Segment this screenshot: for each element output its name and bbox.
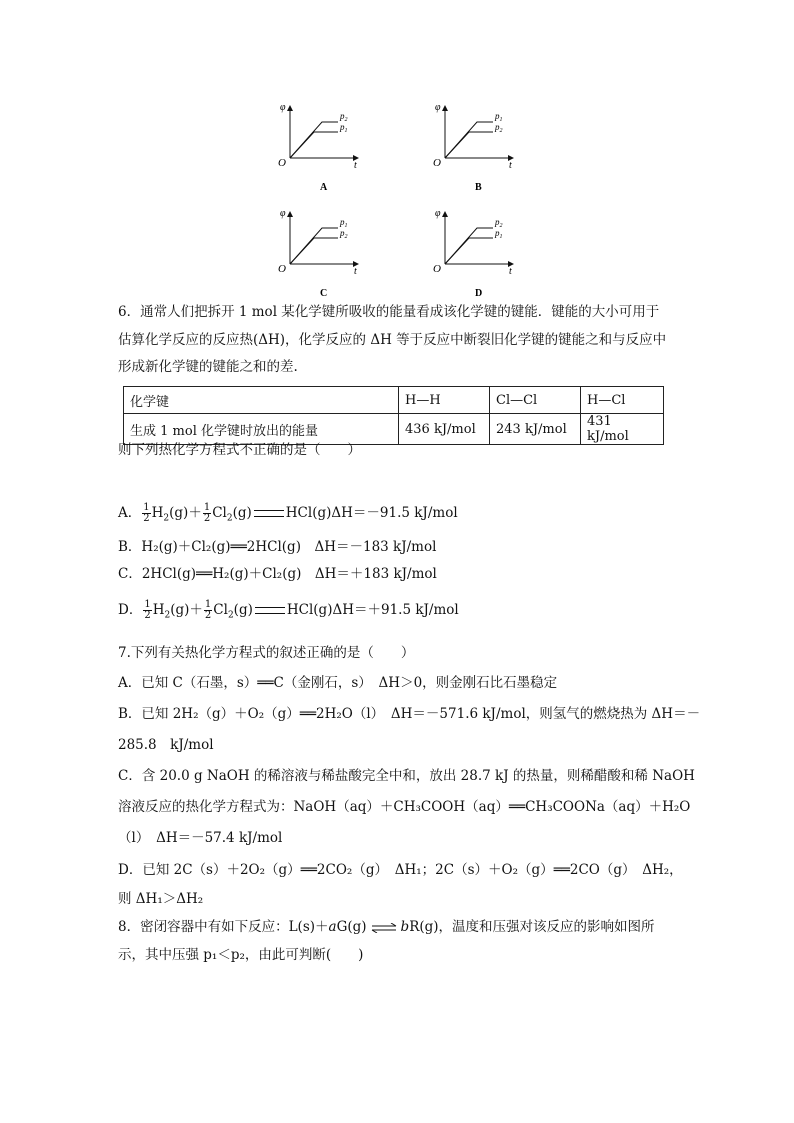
curve-upper: [290, 228, 338, 264]
table-cell: 生成 1 mol 化学键时放出的能量: [124, 414, 399, 445]
q8-line1: 8．密闭容器中有如下反应：L(s)＋aG(g) bR(g)，温度和压强对该反应的影响如图所: [118, 919, 655, 935]
lower-curve-label: $p_2$: [340, 228, 348, 240]
q6-option-b: B．H₂(g)＋Cl₂(g)══2HCl(g) ΔH＝－183 kJ/mol: [118, 539, 437, 555]
table-cell: 243 kJ/mol: [490, 414, 581, 445]
q7-option-b-line1: B．已知 2H₂（g）＋O₂（g）══2H₂O（l） ΔH＝－571.6 kJ/mol，则氢气的燃烧热为 ΔH＝－: [118, 706, 701, 722]
graph-d: [433, 208, 513, 299]
table-cell: Cl—Cl: [490, 387, 581, 414]
graph-letter: B: [475, 182, 482, 193]
q7-option-d-line2: 则 ΔH₁＞ΔH₂: [118, 891, 204, 907]
q7-option-d-line1: D．已知 2C（s）＋2O₂（g）══2CO₂（g） ΔH₁；2C（s）＋O₂（g）══2CO（g） ΔH₂，: [118, 862, 683, 878]
graph-a: [278, 102, 358, 193]
table-cell: 431 kJ/mol: [581, 414, 664, 445]
curve-lower: [290, 238, 338, 264]
q7-option-c-line3: （l） ΔH＝－57.4 kJ/mol: [118, 830, 283, 846]
origin-label: O: [278, 263, 286, 275]
upper-curve-label: $p_1$: [340, 217, 348, 229]
reversible-arrow-icon: [371, 923, 397, 933]
table-cell: 436 kJ/mol: [399, 414, 490, 445]
y-axis-label: φ: [280, 208, 286, 219]
table-cell: 化学键: [124, 387, 399, 414]
origin-label: O: [433, 157, 441, 169]
graph-letter: D: [475, 288, 483, 299]
q8-line2: 示，其中压强 p₁＜p₂，由此可判断( ): [118, 947, 364, 963]
q6-option-a: A． $\frac{1}{2}$ $H_2(g)+$ $\frac{1}{2}$ $Cl_2(g)$ HCl(g)ΔH＝－91.5 kJ/mol: [118, 502, 458, 524]
fraction-half: $\frac{1}{2}$: [143, 502, 150, 524]
x-axis-label: t: [509, 160, 512, 171]
lower-curve-label: $p_1$: [340, 122, 348, 134]
curve-upper: [445, 228, 493, 264]
fraction-half: $\frac{1}{2}$: [203, 502, 211, 524]
q6-option-d: D． $\frac{1}{2}$ $H_2(g)+$ $\frac{1}{2}$ $Cl_2(g)$ HCl(g)ΔH＝＋91.5 kJ/mol: [118, 599, 459, 621]
bond-energy-table: [123, 386, 664, 445]
equals-sign: [255, 607, 285, 614]
graph-b: [433, 102, 513, 193]
q7-option-c-line1: C．含 20.0 g NaOH 的稀溶液与稀盐酸完全中和，放出 28.7 kJ 的热量，则稀醋酸和稀 NaOH: [118, 768, 695, 784]
q6-stem: 则下列热化学方程式不正确的是（ ）: [118, 442, 361, 458]
table-header-row: [124, 387, 664, 414]
q6-line3: 形成新化学键的键能之和的差.: [118, 359, 298, 375]
graph-letter: C: [320, 288, 328, 299]
curve-lower: [445, 132, 493, 158]
curve-lower: [290, 132, 338, 158]
upper-curve-label: $p_2$: [495, 217, 503, 229]
upper-curve-label: $p_1$: [495, 111, 503, 123]
q7-option-b-line2: 285.8 kJ/mol: [118, 737, 214, 753]
q6-line2: 估算化学反应的反应热(ΔH)，化学反应的 ΔH 等于反应中断裂旧化学键的键能之和与反应中: [118, 332, 667, 348]
curve-upper: [290, 122, 338, 158]
lower-curve-label: $p_2$: [495, 122, 503, 134]
origin-label: O: [278, 157, 286, 169]
fraction-half: $\frac{1}{2}$: [204, 599, 212, 621]
curve-lower: [445, 238, 493, 264]
upper-curve-label: $p_2$: [340, 111, 348, 123]
q7-stem: 7.下列有关热化学方程式的叙述正确的是（ ）: [118, 645, 415, 661]
curve-upper: [445, 122, 493, 158]
x-axis-label: t: [354, 160, 357, 171]
table-cell: H—H: [399, 387, 490, 414]
y-axis-label: φ: [280, 102, 286, 113]
fraction-half: $\frac{1}{2}$: [144, 599, 151, 621]
answer-graphs: [270, 98, 530, 300]
lower-curve-label: $p_1$: [495, 228, 503, 240]
y-axis-label: φ: [435, 208, 441, 219]
graph-c: [278, 208, 358, 299]
q7-option-a: A．已知 C（石墨，s）══C（金刚石，s） ΔH＞0，则金刚石比石墨稳定: [118, 675, 558, 691]
equals-sign: [254, 510, 284, 517]
x-axis-label: t: [509, 266, 512, 277]
q7-option-c-line2: 溶液反应的热化学方程式为：NaOH（aq）＋CH₃COOH（aq）══CH₃COONa（aq）＋H₂O: [118, 799, 691, 815]
table-cell: H—Cl: [581, 387, 664, 414]
y-axis-label: φ: [435, 102, 441, 113]
q6-option-c: C．2HCl(g)══H₂(g)＋Cl₂(g) ΔH＝＋183 kJ/mol: [118, 566, 437, 582]
x-axis-label: t: [354, 266, 357, 277]
graph-letter: A: [320, 182, 328, 193]
q6-line1: 6．通常人们把拆开 1 mol 某化学键所吸收的能量看成该化学键的键能．键能的大小可用于: [118, 304, 660, 320]
origin-label: O: [433, 263, 441, 275]
